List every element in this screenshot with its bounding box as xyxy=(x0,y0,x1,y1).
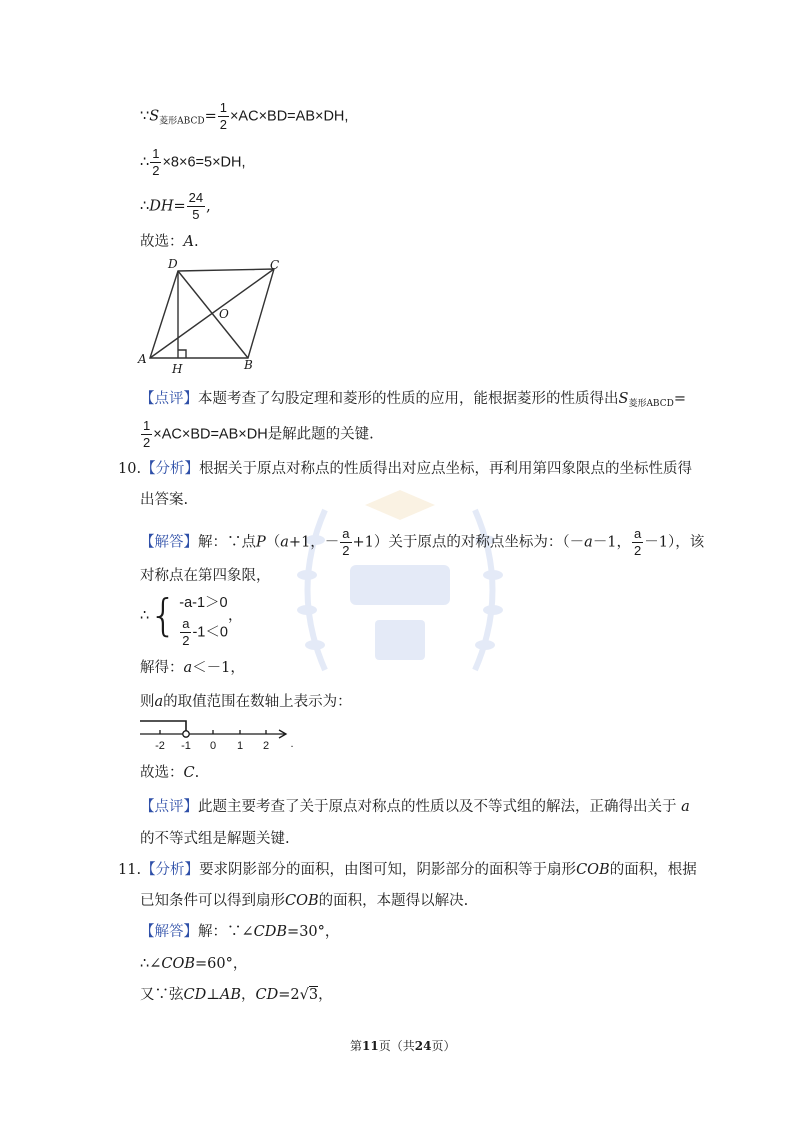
answer-text: 对称点在第四象限， xyxy=(140,568,271,584)
number-line xyxy=(138,714,298,754)
choice-label: 故选： xyxy=(140,234,184,250)
analysis-text: 的面积，根据 xyxy=(609,862,697,878)
tick-label: -2 xyxy=(155,740,165,752)
q11-answer-line2 xyxy=(140,954,247,974)
answer-text: =30°， xyxy=(287,924,340,940)
q10-solve-line xyxy=(140,658,245,678)
formula-dh-result xyxy=(140,190,211,223)
variable-dh: DH xyxy=(149,198,174,215)
sqrt-radicand: 3 xyxy=(308,987,319,1003)
analysis-text: 根据关于原点对称点的性质得出对应点坐标，再利用第四象限点的坐标性质得 xyxy=(199,461,693,477)
fraction-numerator: a xyxy=(634,526,642,541)
label-h: H xyxy=(172,362,183,376)
equals-sign: = xyxy=(204,108,217,125)
diagonal-bd xyxy=(178,271,248,358)
analysis-text: 已知条件可以得到扇形 xyxy=(140,893,285,909)
inequality-rest: -1＜0 xyxy=(192,624,228,641)
page-number: 11 xyxy=(362,1039,379,1053)
q10-analysis-line2 xyxy=(140,490,188,510)
watermark-logo xyxy=(285,470,515,720)
footer-text: 页（共 xyxy=(378,1039,415,1053)
choice-label: 故选： xyxy=(140,765,184,781)
fraction-a-2 xyxy=(632,526,643,559)
q11-answer-line1 xyxy=(140,922,339,942)
comment-text: 是解此题的关键. xyxy=(267,426,374,443)
variable-a: a xyxy=(280,534,289,551)
chord-cd: CD xyxy=(255,987,279,1003)
right-angle-mark xyxy=(178,350,186,358)
fraction-numerator: 24 xyxy=(188,190,204,205)
comment-text: 本题考查了勾股定理和菱形的性质的应用，能根据菱形的性质得出 xyxy=(198,391,619,407)
comma: , xyxy=(206,198,211,215)
variable-a: a xyxy=(681,799,690,815)
equals-sign: = xyxy=(173,198,186,215)
fraction-24-5 xyxy=(187,190,205,223)
answer-text: 解：∵点 xyxy=(198,534,256,551)
answer-text: =2 xyxy=(278,987,300,1003)
label-a: A xyxy=(138,352,147,366)
total-pages: 24 xyxy=(414,1039,432,1053)
area-subscript: 菱形ABCD xyxy=(628,399,674,409)
solve-label: 解得： xyxy=(140,660,184,676)
inequality-1: -a-1＞0 xyxy=(179,595,228,611)
footer-text: 第 xyxy=(350,1039,363,1053)
period: . xyxy=(193,234,199,250)
area-subscript: 菱形ABCD xyxy=(159,116,205,127)
q11-analysis-line2 xyxy=(140,891,468,911)
comment-tag: 【点评】 xyxy=(140,799,198,815)
fraction-a-2 xyxy=(340,526,351,559)
chord-cd: CD xyxy=(183,987,207,1003)
tick-label: 2 xyxy=(262,740,270,752)
period: . xyxy=(194,765,200,781)
answer-text: =60°， xyxy=(195,956,248,972)
q10-answer-line1 xyxy=(140,526,704,559)
perpendicular-symbol: ⊥ xyxy=(206,987,220,1003)
area-symbol: S xyxy=(149,108,160,125)
comma: ， xyxy=(318,987,333,1003)
fraction-numerator: 1 xyxy=(143,418,151,433)
period: . xyxy=(290,738,294,750)
q11-answer-line3 xyxy=(140,985,333,1005)
footer-text: 页） xyxy=(431,1039,456,1053)
fraction-denominator: 2 xyxy=(219,117,227,132)
mortarboard-shape xyxy=(365,490,435,520)
label-o: O xyxy=(219,307,229,321)
fraction-denominator: 2 xyxy=(143,435,151,450)
angle-cob: COB xyxy=(161,956,196,972)
variable-a: a xyxy=(183,660,193,676)
fraction-denominator: 2 xyxy=(634,543,642,558)
answer-choice-line xyxy=(140,232,199,252)
fraction-numerator: 1 xyxy=(152,146,160,161)
formula-substitution xyxy=(140,146,246,179)
answer-text: ∴∠ xyxy=(140,956,162,972)
q10-comment-line2 xyxy=(140,829,290,849)
variable-a: a xyxy=(584,534,593,551)
comment-q9-line2 xyxy=(140,418,374,451)
formula-rest: ×AC×BD=AB×DH, xyxy=(229,108,349,125)
solve-result: ＜－1， xyxy=(192,660,245,676)
equals-sign: = xyxy=(673,391,686,407)
formula-rest: ×8×6=5×DH, xyxy=(162,154,246,171)
fraction-numerator: a xyxy=(342,526,350,541)
comment-formula: ×AC×BD=AB×DH xyxy=(153,426,268,443)
analysis-text: 的面积，本题得以解决. xyxy=(318,893,469,909)
question-number: 10. xyxy=(118,461,142,477)
sector-cob: COB xyxy=(576,862,610,878)
comma: ， xyxy=(227,608,243,624)
answer-text: 解：∵∠ xyxy=(198,924,254,940)
chord-ab: AB xyxy=(219,987,242,1003)
solution-ray xyxy=(140,721,186,731)
analysis-text: 要求阴影部分的面积，由图可知，阴影部分的面积等于扇形 xyxy=(199,862,577,878)
therefore-symbol: ∴ xyxy=(140,608,150,624)
fraction-a-2 xyxy=(180,616,191,649)
q11-analysis-line1 xyxy=(118,860,697,880)
angle-cdb: CDB xyxy=(253,924,288,940)
variable-a: a xyxy=(154,694,164,710)
question-number: 11. xyxy=(118,862,142,878)
label-c: C xyxy=(270,258,280,272)
fraction-half xyxy=(218,100,229,133)
open-circle xyxy=(183,731,189,737)
label-b: B xyxy=(244,358,253,372)
inequality-lines xyxy=(179,590,228,648)
answer-text: （ xyxy=(265,534,281,551)
answer-text: +1，－ xyxy=(288,534,340,551)
area-symbol: S xyxy=(618,391,629,407)
analysis-tag: 【分析】 xyxy=(141,461,200,477)
rhombus-figure xyxy=(136,256,296,376)
answer-tag: 【解答】 xyxy=(140,534,198,551)
inequality-2 xyxy=(179,616,228,648)
therefore-symbol: ∴ xyxy=(140,198,150,215)
comma: ， xyxy=(241,987,256,1003)
brace-symbol: { xyxy=(149,590,178,641)
fraction-numerator: a xyxy=(182,616,190,631)
fraction-half xyxy=(150,146,161,179)
answer-text: 又∵弦 xyxy=(140,987,184,1003)
sqrt-symbol: √ xyxy=(299,987,309,1003)
sector-cob: COB xyxy=(285,893,319,909)
fraction-denominator: 2 xyxy=(152,163,160,178)
range-text: 则 xyxy=(140,694,155,710)
therefore-symbol: ∴ xyxy=(140,154,150,171)
answer-text: －1），该 xyxy=(644,534,705,551)
comment-text: 的不等式组是解题关键. xyxy=(140,831,290,847)
fraction-numerator: 1 xyxy=(219,100,227,115)
comment-q9-line1 xyxy=(140,389,686,414)
q10-choice-line xyxy=(140,763,199,783)
because-symbol: ∵ xyxy=(140,108,150,125)
comment-tag: 【点评】 xyxy=(140,391,198,407)
choice-answer: C xyxy=(183,765,195,781)
tick-label: 0 xyxy=(209,740,217,752)
label-d: D xyxy=(168,257,178,271)
answer-tag: 【解答】 xyxy=(140,924,198,940)
q10-answer-line2 xyxy=(140,566,271,586)
q10-range-line xyxy=(140,692,352,712)
comment-text: 此题主要考查了关于原点对称点的性质以及不等式组的解法，正确得出关于 xyxy=(198,799,677,815)
choice-answer: A xyxy=(183,234,194,250)
q10-comment-line1 xyxy=(140,797,690,817)
answer-text: +1）关于原点的对称点坐标为：（－ xyxy=(352,534,585,551)
answer-text: －1， xyxy=(592,534,632,551)
analysis-text: 出答案. xyxy=(140,492,189,508)
fraction-denominator: 2 xyxy=(342,543,350,558)
fraction-half xyxy=(141,418,152,451)
inequality-system xyxy=(140,588,243,648)
analysis-tag: 【分析】 xyxy=(141,862,200,878)
fraction-denominator: 2 xyxy=(182,633,190,648)
formula-area-rhombus xyxy=(140,100,348,133)
page-footer xyxy=(350,1037,455,1054)
range-text: 的取值范围在数轴上表示为： xyxy=(163,694,352,710)
tick-label: -1 xyxy=(181,740,191,752)
fraction-denominator: 5 xyxy=(192,207,200,222)
tick-label: 1 xyxy=(236,740,244,752)
point-p: P xyxy=(256,534,266,551)
q10-analysis-line1 xyxy=(118,459,692,479)
